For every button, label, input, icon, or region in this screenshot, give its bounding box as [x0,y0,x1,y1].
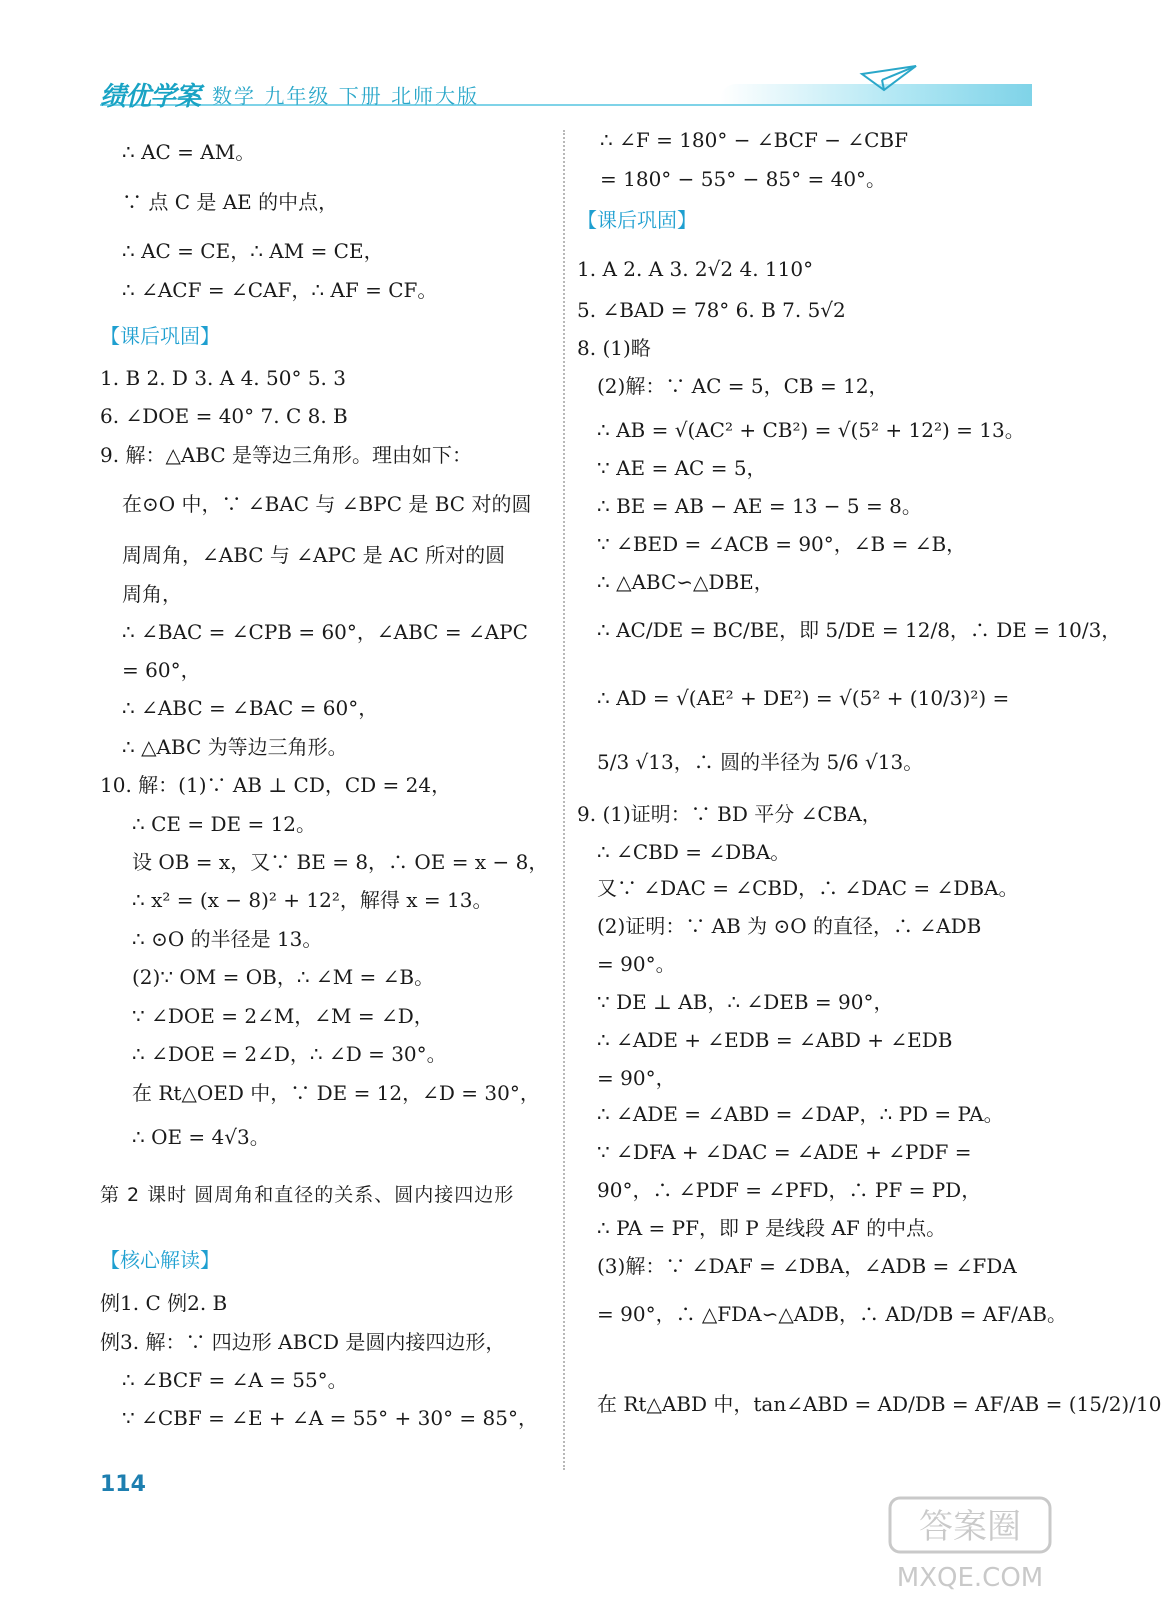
text-line: ∴ △ABC∽△DBE， [597,570,774,594]
text-line: = 180° − 55° − 85° = 40°。 [600,167,887,191]
text-line: ∴ ⊙O 的半径是 13。 [132,927,323,951]
text-line: ∴ ∠ACF = ∠CAF，∴ AF = CF。 [122,278,438,302]
text-line: ∴ AC/DE = BC/BE，即 5/DE = 12/8，∴ DE = 10/3， [597,618,1122,642]
text-line: 设 OB = x，又∵ BE = 8，∴ OE = x − 8， [132,850,549,874]
text-line: 周周角，∠ABC 与 ∠APC 是 AC 所对的圆 [122,543,506,567]
text-line: 9. 解：△ABC 是等边三角形。理由如下： [100,443,472,467]
answer-line: 例1. C 例2. B [100,1291,228,1315]
section-heading: 【核心解读】 [100,1248,220,1272]
answer-line: 1. B 2. D 3. A 4. 50° 5. 3 [100,366,346,390]
svg-text:MXQE.COM: MXQE.COM [896,1563,1044,1593]
text-line: (2)证明：∵ AB 为 ⊙O 的直径，∴ ∠ADB [597,914,982,938]
text-line: (2)解：∵ AC = 5，CB = 12， [597,374,889,398]
text-line: ∴ ∠ADE = ∠ABD = ∠DAP，∴ PD = PA。 [597,1102,1004,1126]
text-line: 5/3 √13，∴ 圆的半径为 5/6 √13。 [597,750,924,774]
text-line: ∴ ∠BAC = ∠CPB = 60°，∠ABC = ∠APC [122,620,528,644]
text-line: ∴ ∠BCF = ∠A = 55°。 [122,1368,348,1392]
text-line: ∴ ∠DOE = 2∠D，∴ ∠D = 30°。 [132,1042,447,1066]
text-line: ∴ ∠ADE + ∠EDB = ∠ABD + ∠EDB [597,1028,953,1052]
lesson-title: 第 2 课时 圆周角和直径的关系、圆内接四边形 [100,1184,515,1206]
text-line: ∴ ∠ABC = ∠BAC = 60°， [122,696,379,720]
text-line: ∴ AD = √(AE² + DE²) = √(5² + (10/3)²) = [597,686,1010,710]
text-line: ∵ ∠BED = ∠ACB = 90°，∠B = ∠B， [597,532,967,556]
text-line: ∴ AB = √(AC² + CB²) = √(5² + 12²) = 13。 [597,418,1025,442]
book-subtitle: 数学 九年级 下册 北师大版 [212,84,480,108]
text-line: ∴ BE = AB − AE = 13 − 5 = 8。 [597,494,922,518]
text-line: 8. (1)略 [577,336,651,360]
answer-line: 1. A 2. A 3. 2√2 4. 110° [577,257,814,281]
text-line: 在⊙O 中，∵ ∠BAC 与 ∠BPC 是 BC 对的圆 [122,492,532,516]
text-line: ∵ AE = AC = 5， [597,456,767,480]
page-header [0,60,1083,120]
column-divider [563,130,565,1470]
text-line: ∴ CE = DE = 12。 [132,812,317,836]
text-line: 90°，∴ ∠PDF = ∠PFD，∴ PF = PD， [597,1178,982,1202]
paper-plane-icon [860,60,920,100]
text-line: 周角， [122,582,182,606]
brand-logo: 绩优学案 [100,82,201,112]
text-line: ∵ ∠DOE = 2∠M，∠M = ∠D， [132,1004,434,1028]
text-line: = 60°， [122,658,201,682]
text-line: 9. (1)证明：∵ BD 平分 ∠CBA， [577,802,882,826]
text-line: ∴ x² = (x − 8)² + 12²，解得 x = 13。 [132,888,493,912]
text-line: = 90°， [597,1066,676,1090]
text-line: ∴ ∠CBD = ∠DBA。 [597,840,791,864]
text-line: 又∵ ∠DAC = ∠CBD，∴ ∠DAC = ∠DBA。 [597,876,1019,900]
svg-text:答案圈: 答案圈 [919,1507,1021,1547]
text-line: ∵ ∠DFA + ∠DAC = ∠ADE + ∠PDF = [597,1140,972,1164]
answer-line: 6. ∠DOE = 40° 7. C 8. B [100,404,348,428]
answer-line: 5. ∠BAD = 78° 6. B 7. 5√2 [577,298,846,322]
text-line: ∴ AC = CE，∴ AM = CE， [122,239,384,263]
text-line: 例3. 解：∵ 四边形 ABCD 是圆内接四边形， [100,1330,506,1354]
text-line: ∴ AC = AM。 [122,140,256,164]
text-line: 在 Rt△ABD 中，tan∠ABD = AD/DB = AF/AB = (15/2)/10 [597,1392,1161,1416]
text-line: ∵ 点 C 是 AE 的中点， [122,190,339,214]
page-number: 114 [100,1472,146,1497]
text-line: ∵ DE ⊥ AB，∴ ∠DEB = 90°， [597,990,894,1014]
text-line: ∴ PA = PF，即 P 是线段 AF 的中点。 [597,1216,947,1240]
text-line: ∵ ∠CBF = ∠E + ∠A = 55° + 30° = 85°， [122,1406,538,1430]
text-line: 在 Rt△OED 中，∵ DE = 12，∠D = 30°， [132,1081,540,1105]
text-line: = 90°。 [597,952,676,976]
text-line: ∴ OE = 4√3。 [132,1125,270,1149]
text-line: (3)解：∵ ∠DAF = ∠DBA，∠ADB = ∠FDA [597,1254,1017,1278]
text-line: = 90°，∴ △FDA∽△ADB，∴ AD/DB = AF/AB。 [597,1302,1067,1326]
watermark-logo [880,1490,1060,1600]
text-line: ∴ ∠F = 180° − ∠BCF − ∠CBF [600,128,908,152]
text-line: ∴ △ABC 为等边三角形。 [122,735,348,759]
text-line: (2)∵ OM = OB，∴ ∠M = ∠B。 [132,965,435,989]
text-line: 10. 解：(1)∵ AB ⊥ CD，CD = 24， [100,773,452,797]
section-heading: 【课后巩固】 [100,324,220,348]
section-heading: 【课后巩固】 [577,208,697,232]
